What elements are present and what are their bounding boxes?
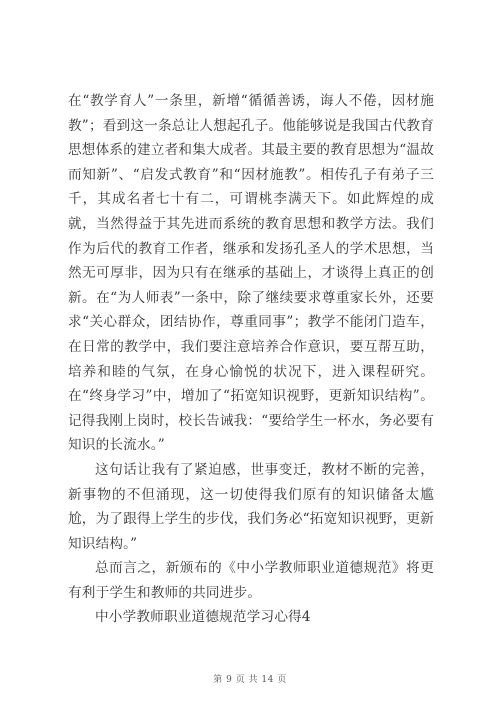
- paragraph-1: 在“教学育人”一条里，新增“循循善诱，诲人不倦，因材施教”；看到这一条总让人想起孔子。他能够说是我国古代教育思想体系的建立者和集大成者。其最主要的教育思想为“温故而知新”、“启发式教育”和“因材施教”。相传孔子有弟子三千，其成名者七十有二，可谓桃李满天下。如此辉煌的成就，当然得益于其先进而系统的教育思想和教学方法。我们作为后代的教育工作者，继承和发扬孔圣人的学术思想，当然无可厚非，因为只有在继承的基础上，才谈得上真正的创新。在“为人师表”一条中，除了继续要求尊重家长外，还要求“关心群众，团结协作，尊重同事”；教学不能闭门造车，在日常的教学中，我们要注意培养合作意识，要互帮互助，培养和睦的气氛，在身心愉悦的状况下，进入课程研究。在“终身学习”中，增加了“拓宽知识视野，更新知识结构”。记得我刚上岗时，校长告诫我：“要给学生一杯水，务必要有知识的长流水。”: [68, 93, 434, 454]
- section-heading: 中小学教师职业道德规范学习心得4: [95, 609, 311, 626]
- paragraph-3: 总而言之，新颁布的《中小学教师职业道德规范》将更有利于学生和教师的共同进步。: [68, 560, 434, 601]
- document-body: [68, 89, 434, 630]
- page-number-footer: 第 9 页 共 14 页: [213, 675, 287, 685]
- paragraph-2: 这句话让我有了紧迫感，世事变迁，教材不断的完善，新事物的不但涌现，这一切使得我们原有的知识储备太尴尬，为了跟得上学生的步伐，我们务必“拓宽知识视野，更新知识结构。”: [68, 461, 434, 552]
